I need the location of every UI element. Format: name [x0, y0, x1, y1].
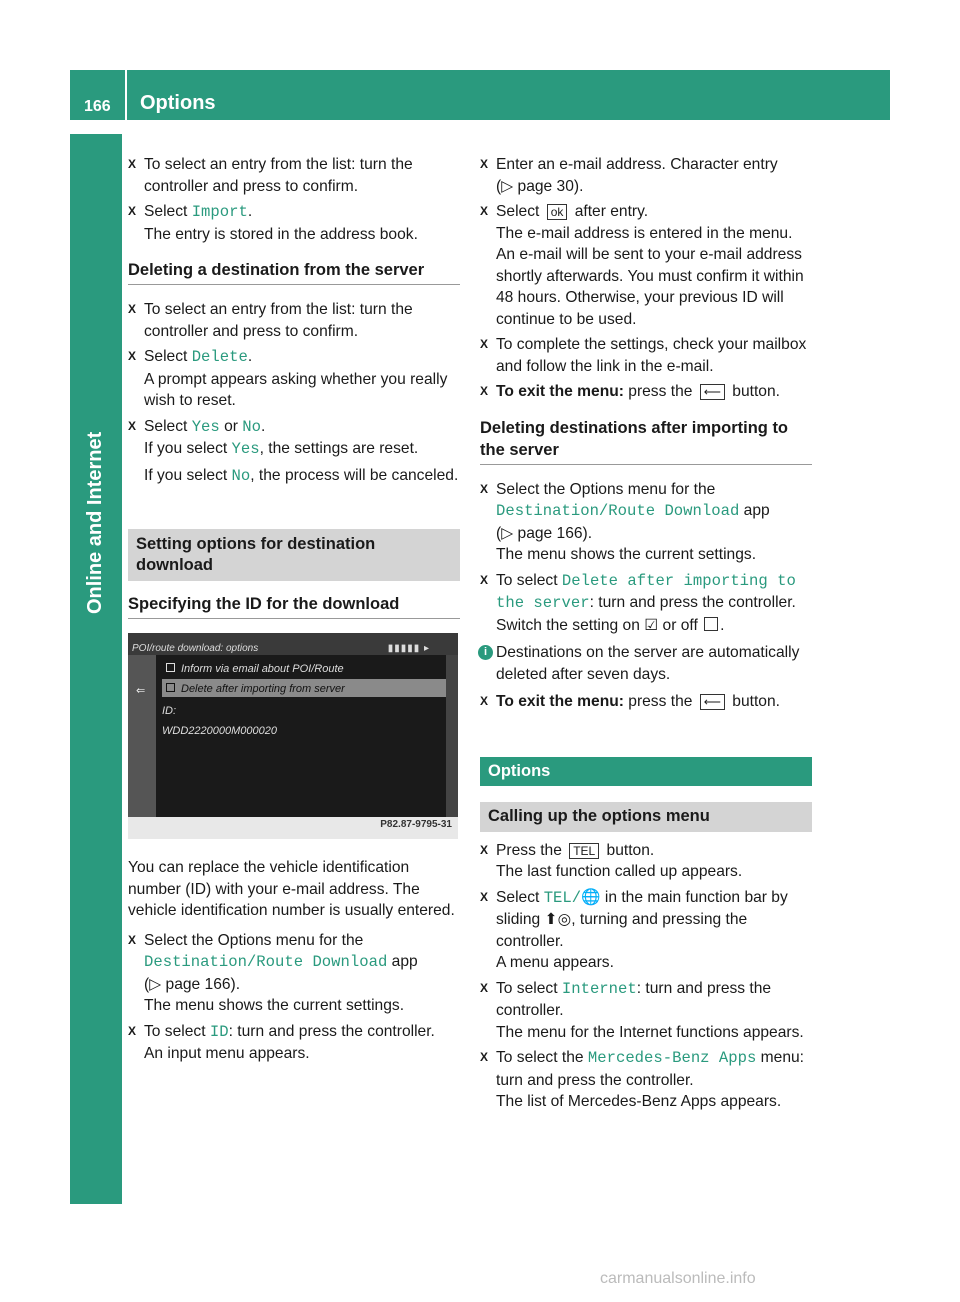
tel-key-icon: TEL: [569, 843, 599, 859]
section-heading: Specifying the ID for the download: [128, 593, 460, 619]
section-band-green: Options: [480, 757, 812, 787]
section-band: Setting options for destination download: [128, 529, 460, 581]
step: X Select the Options menu for the Destination/Route Download app (▷ page 166). The menu shows the current settings.: [480, 480, 770, 563]
info-icon: i: [478, 645, 493, 660]
screen-row: Inform via email about POI/Route: [162, 659, 458, 677]
step: X Select Import. The entry is stored in the address book.: [128, 203, 418, 243]
globe-icon: 🌐: [581, 888, 601, 906]
step: X To complete the settings, check your mailbox and follow the link in the e-mail.: [480, 336, 807, 375]
screen-title: POI/route download: options: [132, 643, 259, 654]
step: X Press the TEL button. The last function called up appears.: [480, 841, 743, 880]
page-header: [70, 70, 890, 120]
back-key-icon: ⟵: [700, 384, 725, 400]
step: X To exit the menu: press the ⟵ button.: [480, 383, 780, 400]
section-sidebar: [70, 134, 122, 1204]
figure-code: P82.87-9795-31: [380, 818, 452, 830]
step: X To select an entry from the list: turn the controller and press to confirm.: [128, 301, 413, 340]
info-note: i Destinations on the server are automatically deleted after seven days.: [480, 642, 812, 685]
step: X To select ID: turn and press the controller. An input menu appears.: [128, 1022, 435, 1062]
right-column: [480, 154, 812, 1117]
step: X To select the Mercedes-Benz Apps menu: turn and press the controller. The list of Mercedes-Benz Apps appears.: [480, 1049, 805, 1110]
section-heading: Deleting destinations after importing to the server: [480, 417, 812, 465]
step: X Select the Options menu for the Destination/Route Download app (▷ page 166). The menu shows the current settings.: [128, 931, 418, 1014]
page-title: Options: [140, 92, 216, 114]
step: X To exit the menu: press the ⟵ button.: [480, 693, 780, 710]
menu-screenshot: [128, 633, 458, 839]
section-band: Calling up the options menu: [480, 802, 812, 832]
watermark: carmanualsonline.info: [600, 1270, 756, 1287]
step: X Select Delete. A prompt appears asking whether you really wish to reset.: [128, 348, 448, 409]
step: X Select Yes or No. If you select Yes, the settings are reset. If you select No, the process will be canceled.: [128, 417, 459, 485]
back-icon: ⇐: [136, 685, 146, 697]
screen-row-selected: Delete after importing from server: [162, 679, 458, 697]
sidebar-label: Online and Internet: [84, 431, 106, 614]
step: X Enter an e-mail address. Character entry (▷ page 30).: [480, 156, 778, 195]
step: X To select Delete after importing to the server: turn and press the controller. Switch the setting on ☑ or off .: [480, 571, 796, 634]
screen-row: WDD2220000M000020: [162, 725, 277, 737]
checkbox-on-icon: ☑: [644, 616, 659, 634]
step: X To select Internet: turn and press the controller. The menu for the Internet functions appears.: [480, 979, 804, 1041]
header-divider: [125, 70, 127, 120]
step: X Select ok after entry. The e-mail address is entered in the menu. An e-mail will be sent to your e-mail address shortly afterwards. You must confirm it within 48 hours. Otherwise, your previous ID will continue to be used.: [480, 203, 804, 328]
step: X To select an entry from the list: turn the controller and press to confirm.: [128, 156, 413, 195]
screen-row: ID:: [162, 705, 177, 717]
page-number: 166: [84, 98, 111, 115]
back-key-icon: ⟵: [700, 694, 725, 710]
step: X Select TEL/🌐 in the main function bar by sliding ⬆◎, turning and pressing the controller. A menu appears.: [480, 888, 788, 971]
left-column: [128, 154, 460, 1069]
ok-key-icon: ok: [547, 204, 568, 220]
paragraph: You can replace the vehicle identification number (ID) with your e-mail address. The vehicle identification number is usually entered.: [128, 859, 455, 919]
signal-icon: ▮▮▮▮▮ ▸: [387, 643, 430, 654]
checkbox-off-icon: [704, 617, 718, 631]
section-heading: Deleting a destination from the server: [128, 259, 460, 285]
